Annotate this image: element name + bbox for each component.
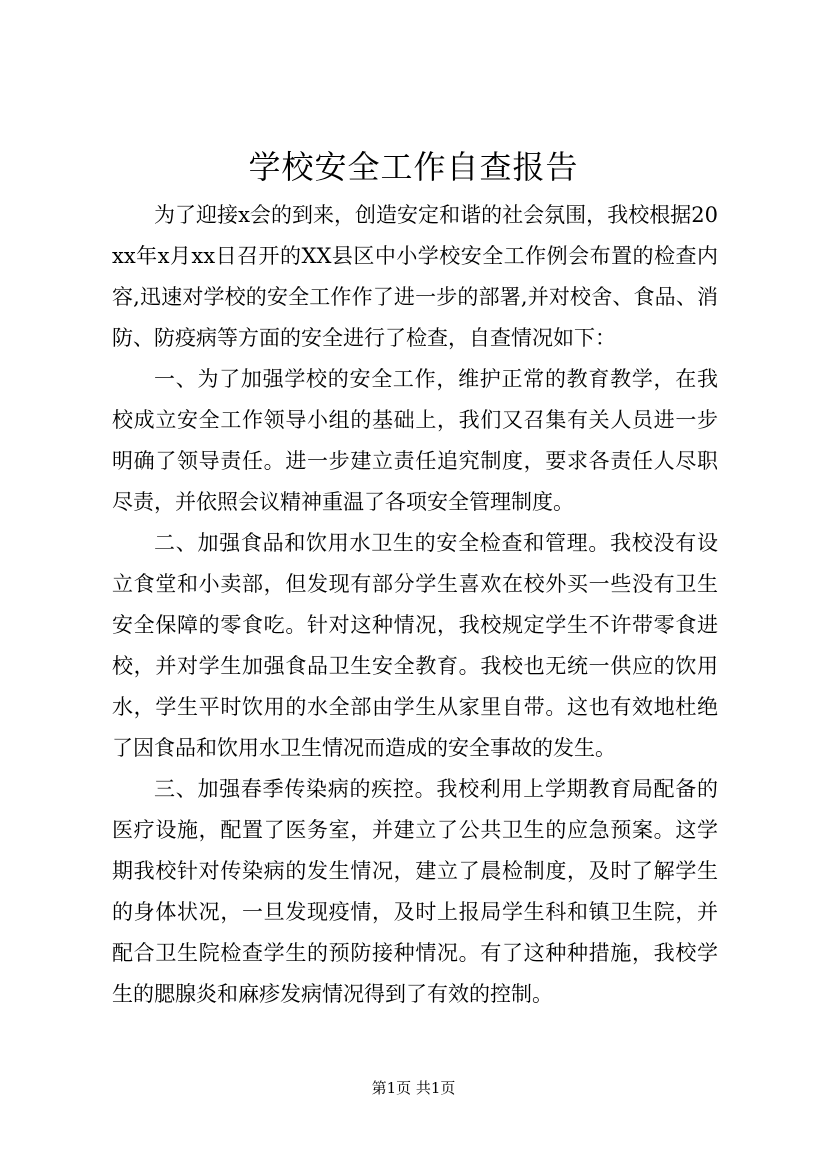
paragraph-section-2: 二、加强食品和饮用水卫生的安全检查和管理。我校没有设立食堂和小卖部，但发现有部分学生喜欢在校外买一些没有卫生安全保障的零食吃。针对这种情况，我校规定学生不许带零食进校，并对学生加强食品卫生安全教育。我校也无统一供应的饮用水，学生平时饮用的水全部由学生从家里自带。这也有效地杜绝了因食品和饮用水卫生情况而造成的安全事故的发生。 xyxy=(112,531,718,760)
document-body xyxy=(112,195,718,1015)
paragraph-intro: 为了迎接x会的到来，创造安定和谐的社会氛围，我校根据20xx年x月xx日召开的XX县区中小学校安全工作例会布置的检查内容,迅速对学校的安全工作作了进一步的部署,并对校舍、食品、消防、防疫病等方面的安全进行了检查，自查情况如下： xyxy=(112,203,718,350)
page-footer: 第1页 共1页 xyxy=(371,1079,456,1097)
paragraph-section-1: 一、为了加强学校的安全工作，维护正常的教育教学，在我校成立安全工作领导小组的基础上，我们又召集有关人员进一步明确了领导责任。进一步建立责任追究制度，要求各责任人尽职尽责，并依照会议精神重温了各项安全管理制度。 xyxy=(112,367,718,514)
paragraph-section-3: 三、加强春季传染病的疾控。我校利用上学期教育局配备的医疗设施，配置了医务室，并建立了公共卫生的应急预案。这学期我校针对传染病的发生情况，建立了晨检制度，及时了解学生的身体状况，一旦发现疫情，及时上报局学生科和镇卫生院，并配合卫生院检查学生的预防接种情况。有了这种种措施，我校学生的腮腺炎和麻疹发病情况得到了有效的控制。 xyxy=(112,777,718,1006)
document-title: 学校安全工作自查报告 xyxy=(248,148,579,186)
